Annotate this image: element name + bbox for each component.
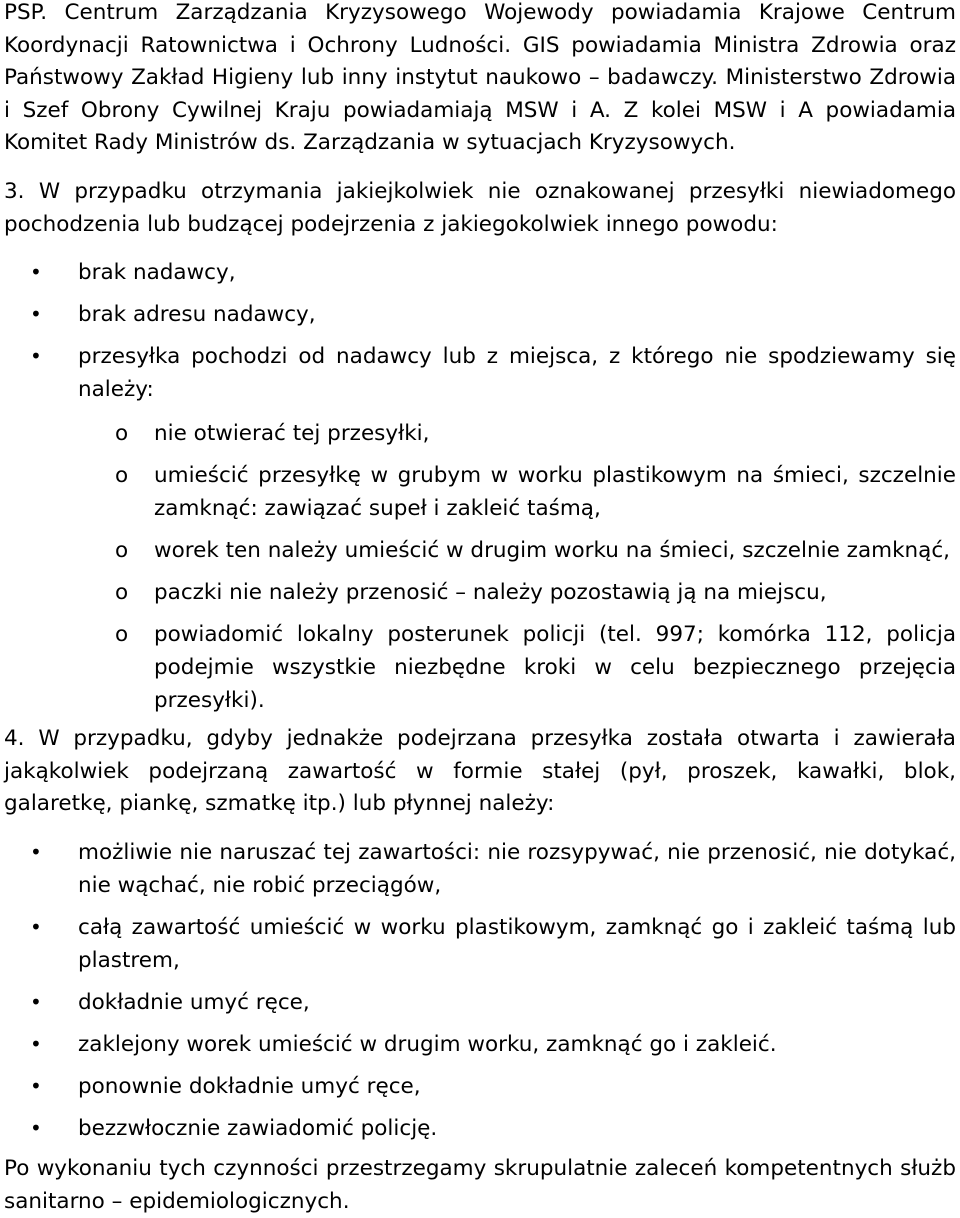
- list-item-text: przesyłka pochodzi od nadawcy lub z miejsca, z którego nie spodziewamy się należy:: [78, 344, 956, 403]
- circle-bullet-icon: o: [115, 421, 129, 447]
- sublist-item: [4, 417, 956, 450]
- list-item-text: brak adresu nadawcy,: [78, 302, 316, 328]
- list-item-text: dokładnie umyć ręce,: [78, 989, 310, 1015]
- section-3-list: [4, 256, 956, 406]
- list-item: [4, 298, 956, 331]
- list-item: [4, 256, 956, 289]
- sublist-item-text: umieścić przesyłkę w grubym w worku plastikowym na śmieci, szczelnie zamknąć: zawiązać supeł i zakleić taśmą,: [154, 463, 956, 522]
- list-item: [4, 911, 956, 977]
- intro-paragraph: PSP. Centrum Zarządzania Kryzysowego Wojewody powiadamia Krajowe Centrum Koordynacji Ratownictwa i Ochrony Ludności. GIS powiadamia Ministra Zdrowia oraz Państwowy Zakład Higieny lub inny instytut naukowo – badawczy. Ministerstwo Zdrowia i Szef Obrony Cywilnej Kraju powiadamiają MSW i A. Z kolei MSW i A powiadamia Komitet Rady Ministrów ds. Zarządzania w sytuacjach Kryzysowych.: [4, 0, 956, 156]
- bullet-icon: •: [30, 344, 42, 369]
- bullet-icon: •: [30, 1073, 42, 1098]
- list-item-text: zaklejony worek umieścić w drugim worku, zamknąć go i zakleić.: [78, 1031, 777, 1057]
- list-item-text: możliwie nie naruszać tej zawartości: nie rozsypywać, nie przenosić, nie dotykać, nie wąchać, nie robić przeciągów,: [78, 839, 956, 898]
- sublist-item-text: paczki nie należy przenosić – należy pozostawią ją na miejscu,: [154, 580, 827, 606]
- sublist-item-text: powiadomić lokalny posterunek policji (tel. 997; komórka 112, policja podejmie wszystkie niezbędne kroki w celu bezpiecznego przejęcia przesyłki).: [154, 622, 956, 714]
- sublist-item: [4, 534, 956, 567]
- sublist-item-text: nie otwierać tej przesyłki,: [154, 421, 430, 447]
- section-3-paragraph: 3. W przypadku otrzymania jakiejkolwiek nie oznakowanej przesyłki niewiadomego pochodzenia lub budzącej podejrzenia z jakiegokolwiek innego powodu:: [4, 178, 956, 237]
- circle-bullet-icon: o: [115, 463, 129, 489]
- bullet-icon: •: [30, 1031, 42, 1056]
- sublist-item: [4, 618, 956, 717]
- circle-bullet-icon: o: [115, 580, 129, 606]
- bullet-icon: •: [30, 989, 42, 1014]
- document-page: [4, 0, 956, 1218]
- bullet-icon: •: [30, 302, 42, 327]
- section-4-list: [4, 836, 956, 1145]
- bullet-icon: •: [30, 260, 42, 285]
- list-item: [4, 1028, 956, 1061]
- sublist-item: [4, 576, 956, 609]
- list-item: [4, 1112, 956, 1145]
- closing-paragraph: Po wykonaniu tych czynności przestrzegamy skrupulatnie zaleceń kompetentnych służb sanitarno – epidemiologicznych.: [4, 1155, 956, 1214]
- section-3-sublist: [4, 417, 956, 717]
- section-4-paragraph: 4. W przypadku, gdyby jednakże podejrzana przesyłka została otwarta i zawierała jakąkolwiek podejrzaną zawartość w formie stałej (pył, proszek, kawałki, blok, galaretkę, piankę, szmatkę itp.) lub płynnej należy:: [4, 726, 956, 817]
- list-item: [4, 1070, 956, 1103]
- sublist-item: [4, 459, 956, 525]
- circle-bullet-icon: o: [115, 622, 129, 648]
- list-item-text: bezzwłocznie zawiadomić policję.: [78, 1115, 438, 1141]
- list-item-text: ponownie dokładnie umyć ręce,: [78, 1073, 421, 1099]
- bullet-icon: •: [30, 839, 42, 864]
- circle-bullet-icon: o: [115, 538, 129, 564]
- bullet-icon: •: [30, 1115, 42, 1140]
- list-item: [4, 986, 956, 1019]
- sublist-item-text: worek ten należy umieścić w drugim worku na śmieci, szczelnie zamknąć,: [154, 538, 950, 564]
- bullet-icon: •: [30, 914, 42, 939]
- list-item: [4, 836, 956, 902]
- list-item: [4, 340, 956, 406]
- list-item-text: brak nadawcy,: [78, 260, 236, 286]
- list-item-text: całą zawartość umieścić w worku plastikowym, zamknąć go i zakleić taśmą lub plastrem,: [78, 914, 956, 973]
